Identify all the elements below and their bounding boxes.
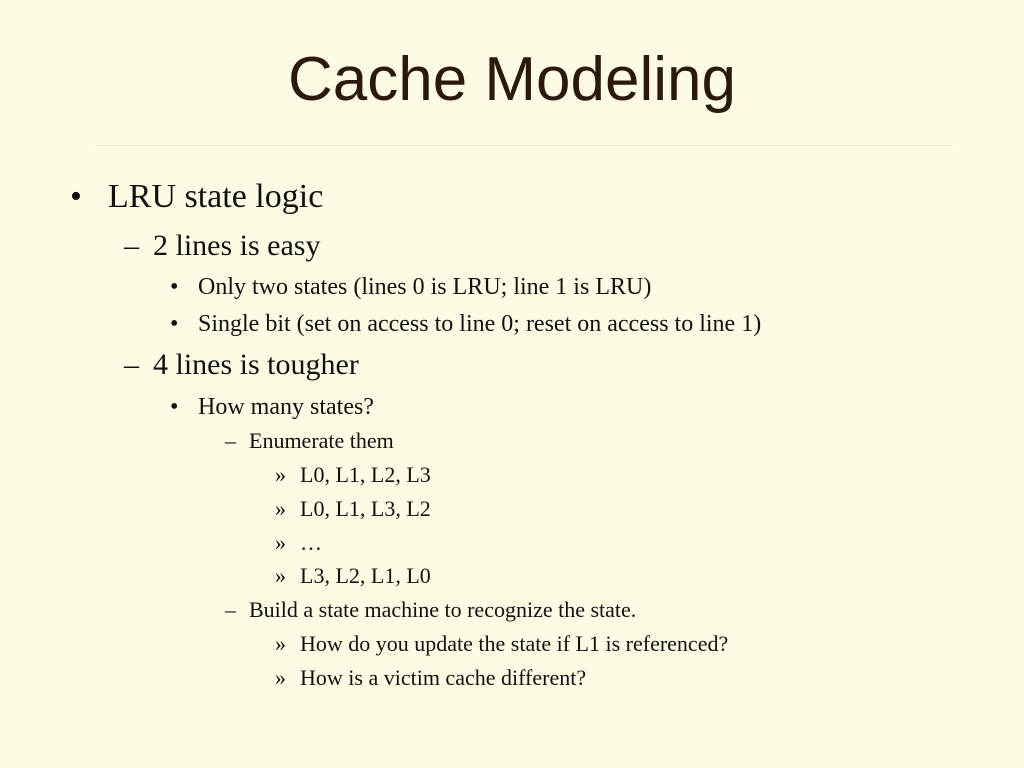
bullet-text: How many states? <box>198 394 374 420</box>
dash-marker: – <box>225 597 236 622</box>
bullet-text: Enumerate them <box>249 428 394 453</box>
bullet-text: Build a state machine to recognize the state. <box>249 597 637 622</box>
bullet-text: Single bit (set on access to line 0; reset on access to line 1) <box>198 311 762 337</box>
chevron-marker: » <box>275 563 286 588</box>
bullet-marker: • <box>70 178 82 215</box>
chevron-marker: » <box>275 496 286 521</box>
bullet-text: 4 lines is tougher <box>153 348 359 381</box>
dash-marker: – <box>225 428 236 453</box>
title-divider <box>95 145 953 146</box>
bullet-text: 2 lines is easy <box>153 229 321 262</box>
bullet-text: L0, L1, L2, L3 <box>300 462 431 487</box>
bullet-marker: • <box>170 394 179 420</box>
bullet-marker: • <box>170 274 179 300</box>
bullet-text: … <box>300 530 322 555</box>
bullet-text: Only two states (lines 0 is LRU; line 1 is LRU) <box>198 274 652 300</box>
bullet-text: L0, L1, L3, L2 <box>300 496 431 521</box>
slide-title: Cache Modeling <box>287 45 737 114</box>
bullet-text: L3, L2, L1, L0 <box>300 563 431 588</box>
chevron-marker: » <box>275 462 286 487</box>
bullet-text: How do you update the state if L1 is referenced? <box>300 631 729 656</box>
chevron-marker: » <box>275 530 286 555</box>
chevron-marker: » <box>275 665 286 690</box>
bullet-marker: • <box>170 311 179 337</box>
bullet-text: LRU state logic <box>108 178 324 215</box>
dash-marker: – <box>124 229 139 262</box>
dash-marker: – <box>124 348 139 381</box>
bullet-text: How is a victim cache different? <box>300 665 587 690</box>
chevron-marker: » <box>275 631 286 656</box>
